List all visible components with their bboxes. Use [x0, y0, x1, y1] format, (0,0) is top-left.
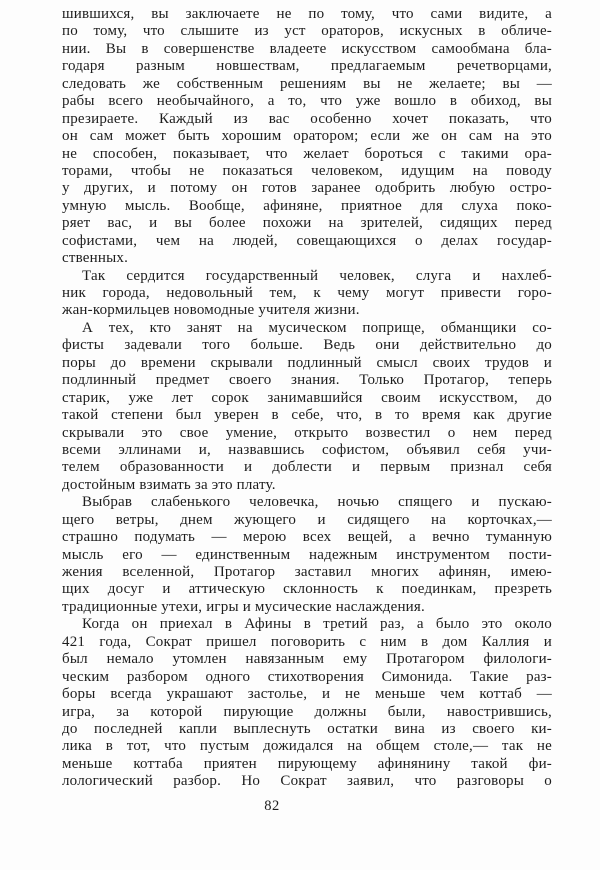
text-line: лика в тот, что пустым дожидался на общем столе,— так не	[62, 738, 552, 755]
text-line: у других, и потому он готов заранее одобрить любую остро-	[62, 180, 552, 197]
text-line: по тому, что слышите из уст ораторов, искусных в обличе-	[62, 23, 552, 40]
text-line: традиционные утехи, игры и мусические наслаждения.	[62, 598, 425, 615]
text-line: ник города, недовольный тем, к чему могут привести горо-	[62, 285, 552, 301]
text-line: он сам может быть хорошим оратором; если же он сам на это	[62, 128, 552, 145]
text-line: нии. Вы в совершенстве владеете искусством самообмана бла-	[62, 40, 552, 57]
text-line: страшно подумать — мерою всех вещей, а вечно туманную	[62, 529, 552, 546]
text-line: А тех, кто занят на мусическом поприще, обманщики со-	[82, 319, 552, 336]
text-line: всеми эллинами и, назвавшись софистом, объявил себя учи-	[62, 441, 552, 458]
text-line: щих досуг и аттическую склонность к поединкам, презреть	[62, 581, 552, 598]
text-line: фисты задевали того больше. Ведь они действительно до	[62, 337, 552, 354]
text-line: меньше коттаба приятен пирующему афинянину такой фи-	[62, 755, 552, 772]
text-line: игра, за которой пирующие должны были, навострившись,	[62, 703, 552, 720]
text-line: ческим разбором одного стихотворения Симонида. Такие раз-	[62, 668, 552, 685]
text-line: рабы всего необычайного, а то, что уже вошло в обиход, вы	[62, 93, 552, 110]
text-line: телем образованности и доблести и первым признал себя	[62, 459, 552, 476]
text-line: старик, уже лет сорок занимавшийся своим искусством, до	[62, 389, 552, 406]
text-line: боры всегда украшают застолье, и не меньше чем коттаб —	[62, 686, 552, 703]
text-line: шившихся, вы заключаете не по тому, что сами видите, а	[62, 6, 552, 22]
text-line: софистами, чем на людей, совещающихся о делах государ-	[62, 232, 552, 249]
text-line: не способен, показывает, что желает бороться с такими ора-	[62, 145, 552, 162]
text-line: мысль его — единственным надежным инструментом пости-	[62, 546, 552, 563]
text-line: торами, чтобы не показаться человеком, идущим на поводу	[62, 162, 552, 179]
text-line: годаря разным новшествам, предлагаемым речетворцами,	[62, 58, 552, 75]
text-line: жан-кормильцев новомодные учителя жизни.	[62, 302, 360, 319]
text-line: Выбрав слабенького человечка, ночью спящего и пускаю-	[82, 494, 552, 511]
text-line: до последней капли выплеснуть остатки вина из своего ки-	[62, 720, 552, 737]
text-line: презираете. Каждый из вас особенно хочет показать, что	[62, 110, 552, 127]
text-line: Когда он приехал в Афины в третий раз, а было это около	[82, 616, 552, 633]
text-line: достойным взимать за это плату.	[62, 476, 276, 493]
text-line: поры до времени скрывали подлинный смысл своих трудов и	[62, 354, 552, 371]
text-line: ственных.	[62, 250, 129, 267]
text-line: 421 года, Сократ пришел поговорить с ним в дом Каллия и	[62, 633, 552, 650]
text-line: лологический разбор. Но Сократ заявил, что разговоры о	[62, 773, 552, 790]
text-line: Так сердится государственный человек, слуга и нахлеб-	[82, 267, 552, 284]
text-line: умную мысль. Вообще, афиняне, приятное для слуха поко-	[62, 197, 552, 214]
text-line: такой степени был уверен в себе, что, в то время как другие	[62, 407, 552, 424]
text-line: ряет вас, и вы более похожи на зрителей, сидящих перед	[62, 215, 552, 232]
text-line: подлинный предмет своего знания. Только Протагор, теперь	[62, 372, 552, 389]
text-line: скрывали это свое умение, открыто возвестил о нем перед	[62, 424, 552, 441]
text-line: щего ветры, днем жующего и сидящего на корточках,—	[62, 511, 552, 528]
text-line: был немало утомлен навязанным ему Протагором филологи-	[62, 651, 552, 668]
page-number: 82	[264, 798, 280, 814]
page-text	[62, 6, 552, 791]
text-line: следовать же собственным решениям вы не желаете; вы —	[62, 75, 552, 92]
text-line: жения вселенной, Протагор заставил многих афинян, имею-	[62, 564, 552, 580]
